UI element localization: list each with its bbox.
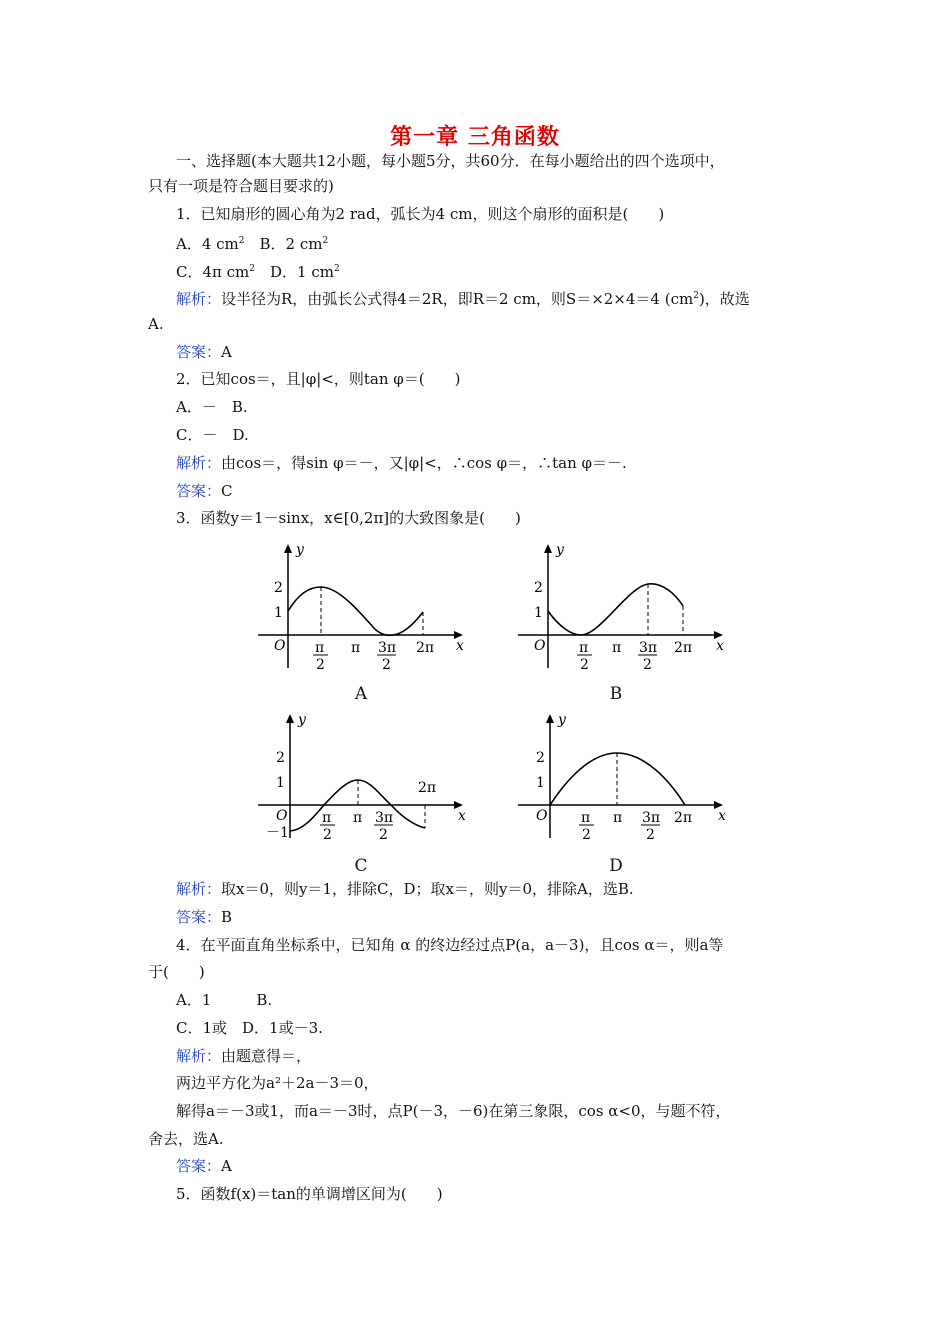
q5-stem: 5．函数f(x)＝tan的单调增区间为( ) [176,1185,443,1203]
tick-2pi: 2π [674,640,693,656]
curve [548,584,683,635]
tick-3pi-half-top: 3π [639,640,658,656]
y-tick-1: 1 [274,605,283,621]
q4-analysis-line-3: 解得a＝－3或1，而a＝－3时，点P(－3，－6)在第三象限，cos α<0，与题不符， [176,1102,731,1120]
y-tick-2: 2 [274,580,283,596]
tick-pi: π [612,640,622,656]
y-arrow [284,544,292,553]
q1-options-cd: C．4π $cm^2$ D．1 $cm^2$ [176,263,340,281]
tick-2pi: 2π [674,810,693,826]
q4-options-cd: C．1或 D．1或－3. [176,1019,323,1037]
graph-a-label: A [354,684,368,704]
graph-c-svg [258,710,473,843]
q1-options-ab: A．4 $cm^2$ B．2 $cm^2$ [176,235,329,253]
q4-stem-line-1: 4．在平面直角坐标系中，已知角 α 的终边经过点P(a，a－3)，且cos α＝，则a等 [176,936,724,954]
y-arrow [544,544,552,553]
q3-stem: 3．函数y＝1－sinx，x∈[0,2π]的大致图象是( ) [176,509,521,527]
q4-analysis: 解析：由题意得＝， [176,1047,312,1065]
tick-pi-half-bottom: 2 [582,827,591,843]
graph-d-svg [518,710,733,843]
tick-pi-half-bottom: 2 [580,657,589,673]
tick-pi: π [351,640,361,656]
q2-options-ab: A．－ B. [176,398,248,416]
q1-stem: 1．已知扇形的圆心角为2 rad，弧长为4 cm，则这个扇形的面积是( ) [176,205,665,223]
graph-a-svg [258,540,473,673]
q4-analysis-line-2: 两边平方化为a²＋2a－3＝0， [176,1074,379,1092]
graph-a [258,540,473,673]
section-heading-line-1: 一、选择题(本大题共12小题，每小题5分，共60分．在每小题给出的四个选项中， [176,152,725,170]
tick-pi: π [353,810,363,826]
q2-answer: 答案：C [176,482,233,500]
tick-3pi-half-top: 3π [378,640,397,656]
tick-pi-half-top: π [315,640,325,656]
tick-pi-half-bottom: 2 [316,657,325,673]
y-arrow [546,714,554,723]
y-tick-1: 1 [276,775,285,791]
q4-options-ab: A．1 B. [176,991,273,1009]
x-axis-label: x [716,638,724,654]
graph-b-svg [518,540,733,673]
q2-stem: 2．已知cos＝，且|φ|<，则tan φ＝( ) [176,370,461,388]
q2-analysis: 解析：由cos＝，得sin φ＝－，又|φ|<，∴cos φ＝，∴tan φ＝－. [176,454,627,472]
x-axis-label: x [718,808,726,824]
tick-2pi: 2π [416,640,435,656]
x-axis-label: x [456,638,464,654]
q4-answer: 答案：A [176,1157,232,1175]
y-tick-2: 2 [536,750,545,766]
curve [288,587,423,635]
origin-label: O [274,638,286,654]
q3-analysis: 解析：取x＝0，则y＝1，排除C，D；取x＝，则y＝0，排除A，选B. [176,880,634,898]
tick-3pi-half-bottom: 2 [646,827,655,843]
q2-options-cd: C．－ D. [176,426,249,444]
q3-answer: 答案：B [176,908,233,926]
tick-3pi-half-top: 3π [375,810,394,826]
graph-d-label: D [609,856,623,876]
graph-d [518,710,733,843]
tick-pi-half-top: π [322,810,332,826]
origin-label: O [536,808,548,824]
q1-answer: 答案：A [176,343,232,361]
y-tick-2: 2 [276,750,285,766]
graph-b [518,540,733,673]
tick-pi-half-bottom: 2 [323,827,332,843]
tick-3pi-half-top: 3π [642,810,661,826]
origin-label: O [534,638,546,654]
q4-analysis-line-4: 舍去，选A. [148,1130,224,1148]
section-heading-line-2: 只有一项是符合题目要求的) [148,177,334,195]
q4-stem-line-2: 于( ) [148,963,205,981]
y-axis-label: y [296,542,304,558]
tick-3pi-half-bottom: 2 [382,657,391,673]
graph-c [258,710,473,843]
x-axis-label: x [458,808,466,824]
graph-c-label: C [354,856,368,876]
y-axis-label: y [298,712,306,728]
origin-label: O [276,808,288,824]
y-tick-1: 1 [536,775,545,791]
y-axis-label: y [556,542,564,558]
q1-analysis: 解析：设半径为R，由弧长公式得4＝2R，即R＝2 cm，则S＝×2×4＝4 $(cm^2)$，故选 [176,290,750,308]
tick-2pi: 2π [418,780,437,796]
y-tick-2: 2 [534,580,543,596]
tick-3pi-half-bottom: 2 [379,827,388,843]
y-axis-label: y [558,712,566,728]
y-tick-neg-1: －1 [266,825,289,841]
chapter-title: 第一章 三角函数 [390,124,560,150]
tick-pi-half-top: π [579,640,589,656]
q1-analysis-cont: A. [148,315,164,333]
tick-pi: π [613,810,623,826]
tick-pi-half-top: π [581,810,591,826]
y-arrow [286,714,294,723]
graph-b-label: B [609,684,623,704]
tick-3pi-half-bottom: 2 [643,657,652,673]
y-tick-1: 1 [534,605,543,621]
